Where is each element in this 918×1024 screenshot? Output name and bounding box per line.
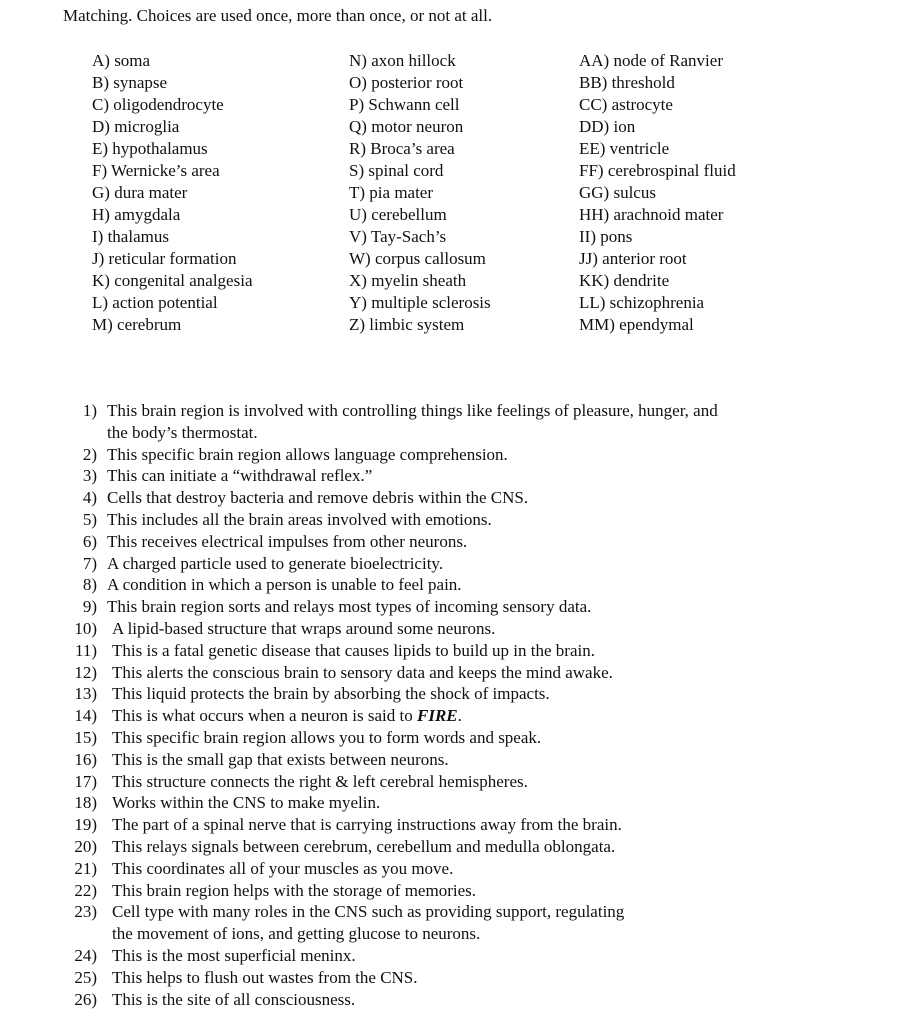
question-item — [0, 574, 918, 596]
question-number: 11) — [74, 640, 97, 660]
choice-column-2 — [349, 50, 491, 336]
question-number: 15) — [74, 727, 97, 747]
question-item — [0, 967, 918, 989]
question-text: This specific brain region allows language comprehension. — [107, 444, 508, 464]
question-item — [0, 771, 918, 793]
question-number: 5) — [82, 509, 97, 529]
choice-item: E) hypothalamus — [92, 139, 208, 158]
choice-item: P) Schwann cell — [349, 95, 460, 114]
choice-item: I) thalamus — [92, 227, 169, 246]
question-list — [0, 400, 918, 1010]
question-number: 20) — [74, 836, 97, 856]
question-number: 7) — [82, 553, 97, 573]
question-text: This is the small gap that exists between neurons. — [112, 749, 449, 769]
question-number: 6) — [82, 531, 97, 551]
question-text-line: This brain region is involved with controlling things like feelings of pleasure, hunger, and — [107, 401, 718, 420]
choice-item: G) dura mater — [92, 183, 188, 202]
question-number: 19) — [74, 815, 97, 835]
question-text: This includes all the brain areas involved with emotions. — [107, 509, 492, 529]
choice-column-1 — [92, 50, 253, 336]
question-item — [0, 444, 918, 466]
question-text: A charged particle used to generate bioelectricity. — [107, 553, 444, 573]
choice-item: LL) schizophrenia — [579, 293, 705, 312]
choice-item: W) corpus callosum — [349, 249, 486, 268]
choice-item: H) amygdala — [92, 205, 181, 224]
choice-item: EE) ventricle — [579, 139, 670, 158]
choice-item: O) posterior root — [349, 73, 464, 92]
question-number: 1) — [82, 401, 97, 420]
question-text: Cells that destroy bacteria and remove debris within the CNS. — [107, 488, 529, 508]
question-number: 14) — [74, 706, 97, 726]
choice-item: K) congenital analgesia — [92, 271, 253, 290]
question-text: This liquid protects the brain by absorbing the shock of impacts. — [112, 684, 550, 704]
question-item — [0, 531, 918, 553]
choice-item: JJ) anterior root — [579, 249, 687, 268]
question-text: This is the most superficial meninx. — [112, 945, 356, 965]
choice-item: L) action potential — [92, 293, 218, 312]
choice-item: C) oligodendrocyte — [92, 95, 224, 114]
page-heading: Matching. Choices are used once, more than once, or not at all. — [63, 6, 493, 25]
choice-item: M) cerebrum — [92, 315, 182, 334]
question-number: 3) — [82, 466, 97, 486]
question-text-continuation: the movement of ions, and getting glucose to neurons. — [112, 924, 481, 944]
question-text: This receives electrical impulses from other neurons. — [107, 531, 468, 551]
choice-item: AA) node of Ranvier — [579, 51, 723, 70]
question-item — [0, 705, 918, 727]
question-item — [0, 662, 918, 684]
choice-item: HH) arachnoid mater — [579, 205, 724, 224]
choice-item: CC) astrocyte — [579, 95, 673, 114]
choice-item: S) spinal cord — [349, 161, 444, 180]
question-item — [0, 945, 918, 967]
question-text: This alerts the conscious brain to sensory data and keeps the mind awake. — [112, 662, 613, 682]
question-number: 17) — [74, 771, 97, 791]
choice-item: R) Broca’s area — [349, 139, 455, 158]
question-number: 24) — [74, 945, 97, 965]
question-text-line: Cell type with many roles in the CNS such as providing support, regulating — [112, 902, 625, 922]
question-item — [0, 640, 918, 662]
question-item — [0, 749, 918, 771]
question-number: 18) — [74, 793, 97, 813]
choice-item: A) soma — [92, 51, 151, 70]
question-text: This brain region sorts and relays most types of incoming sensory data. — [107, 597, 592, 617]
question-number: 9) — [82, 597, 97, 617]
choice-item: N) axon hillock — [349, 51, 456, 70]
question-text: This coordinates all of your muscles as you move. — [112, 858, 454, 878]
choice-item: D) microglia — [92, 117, 180, 136]
choice-item: FF) cerebrospinal fluid — [579, 161, 736, 180]
question-item — [0, 509, 918, 531]
choice-item: GG) sulcus — [579, 183, 656, 202]
choice-column-3 — [579, 50, 736, 336]
choice-item: Q) motor neuron — [349, 117, 464, 136]
choice-item: KK) dendrite — [579, 271, 670, 290]
choice-item: II) pons — [579, 227, 633, 246]
question-text — [112, 901, 918, 945]
choice-item: DD) ion — [579, 117, 636, 136]
question-item — [0, 858, 918, 880]
question-number: 13) — [74, 684, 97, 704]
choice-item: B) synapse — [92, 73, 168, 92]
question-text: This helps to flush out wastes from the CNS. — [112, 967, 418, 987]
question-number: 26) — [74, 989, 97, 1009]
question-number: 23) — [74, 902, 97, 922]
question-item — [0, 836, 918, 858]
question-text: This brain region helps with the storage of memories. — [112, 880, 476, 900]
choice-item: F) Wernicke’s area — [92, 161, 220, 180]
question-number: 2) — [82, 444, 97, 464]
question-item — [0, 880, 918, 902]
question-item — [0, 792, 918, 814]
question-item — [0, 683, 918, 705]
question-item — [0, 727, 918, 749]
question-number: 4) — [82, 488, 97, 508]
question-text: This is a fatal genetic disease that causes lipids to build up in the brain. — [112, 640, 595, 660]
question-number: 22) — [74, 880, 97, 900]
question-item — [0, 487, 918, 509]
question-text: This structure connects the right & left cerebral hemispheres. — [112, 771, 528, 791]
choice-item: Y) multiple sclerosis — [349, 293, 491, 312]
choice-item: MM) ependymal — [579, 315, 694, 334]
question-text-end: . — [457, 706, 462, 726]
question-item — [0, 465, 918, 487]
question-text — [112, 705, 918, 727]
choice-item: X) myelin sheath — [349, 271, 467, 290]
question-number: 8) — [82, 575, 97, 595]
question-item — [0, 989, 918, 1011]
question-text: A condition in which a person is unable to feel pain. — [107, 575, 462, 595]
question-number: 12) — [74, 662, 97, 682]
question-item — [0, 901, 918, 945]
emphasized-word: FIRE — [417, 706, 458, 726]
question-item — [0, 814, 918, 836]
choice-item: Z) limbic system — [349, 315, 465, 334]
answer-choices — [0, 50, 918, 340]
choice-item: U) cerebellum — [349, 205, 447, 224]
question-number: 16) — [74, 749, 97, 769]
question-text: This can initiate a “withdrawal reflex.” — [107, 466, 373, 486]
question-item — [0, 596, 918, 618]
question-text: This specific brain region allows you to form words and speak. — [112, 727, 542, 747]
choice-item: T) pia mater — [349, 183, 434, 202]
question-text: This relays signals between cerebrum, cerebellum and medulla oblongata. — [112, 836, 616, 856]
question-text — [107, 400, 918, 444]
question-number: 25) — [74, 967, 97, 987]
choice-item: BB) threshold — [579, 73, 675, 92]
question-text: Works within the CNS to make myelin. — [112, 793, 381, 813]
question-item — [0, 618, 918, 640]
question-item — [0, 400, 918, 444]
question-text: This is the site of all consciousness. — [112, 989, 356, 1009]
question-number: 21) — [74, 858, 97, 878]
question-number: 10) — [74, 618, 97, 638]
question-text: The part of a spinal nerve that is carrying instructions away from the brain. — [112, 815, 622, 835]
question-text: A lipid-based structure that wraps around some neurons. — [112, 618, 496, 638]
question-item — [0, 553, 918, 575]
choice-item: V) Tay-Sach’s — [349, 227, 447, 246]
question-text-continuation: the body’s thermostat. — [107, 422, 258, 442]
choice-item: J) reticular formation — [92, 249, 237, 268]
question-text-line: This is what occurs when a neuron is said to — [112, 706, 417, 726]
